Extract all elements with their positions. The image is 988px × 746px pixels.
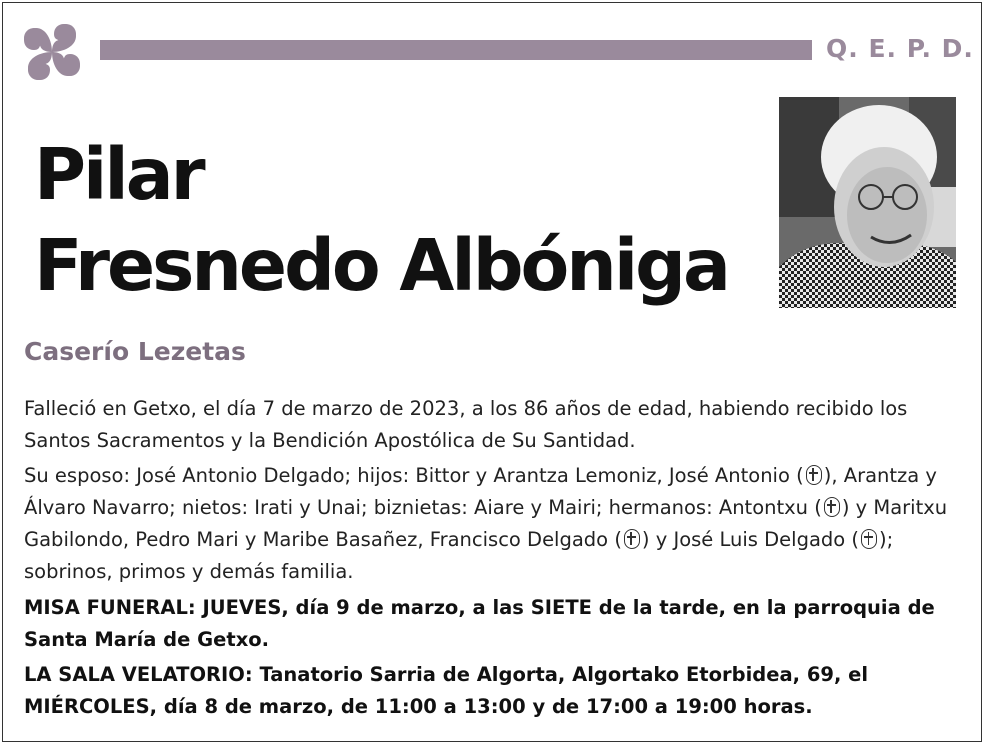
funeral-mass-paragraph: MISA FUNERAL: JUEVES, día 9 de marzo, a las SIETE de la tarde, en la parroquia de Santa María de Getxo. — [24, 596, 935, 651]
portrait-photo — [779, 97, 956, 308]
lauburu-icon — [10, 10, 94, 94]
header-bar — [100, 40, 812, 60]
wake-room-paragraph: LA SALA VELATORIO: Tanatorio Sarria de Algorta, Algortako Etorbidea, 69, el MIÉRCOLES, día 8 de marzo, de 11:00 a 13:00 y de 17:00 a 19:00 horas. — [24, 663, 869, 718]
cross-icon — [824, 497, 840, 517]
cross-icon — [624, 529, 640, 549]
place-name: Caserío Lezetas — [24, 337, 246, 366]
cross-icon — [861, 529, 877, 549]
deceased-first-name: Pilar — [34, 133, 203, 216]
cross-icon — [806, 465, 822, 485]
deceased-surnames: Fresnedo Albóniga — [34, 224, 728, 307]
death-notice-paragraph: Falleció en Getxo, el día 7 de marzo de 2023, a los 86 años de edad, habiendo recibido los Santos Sacramentos y la Bendición Apostólica de Su Santidad. — [24, 397, 908, 452]
qepd-label: Q. E. P. D. — [826, 34, 974, 63]
family-paragraph: Su esposo: José Antonio Delgado; hijos: Bittor y Arantza Lemoniz, José Antonio ( ), Arantza y Álvaro Navarro; nietos: Irati y Unai; biznietas: Aiare y Mairi; hermanos: Antontxu ( ) y Maritxu Gabilondo, Pedro Mari y Maribe Basañez, Francisco Delgado ( ) y José Luis Delgado ( ); sobrinos, primos y demás familia. — [24, 464, 948, 583]
